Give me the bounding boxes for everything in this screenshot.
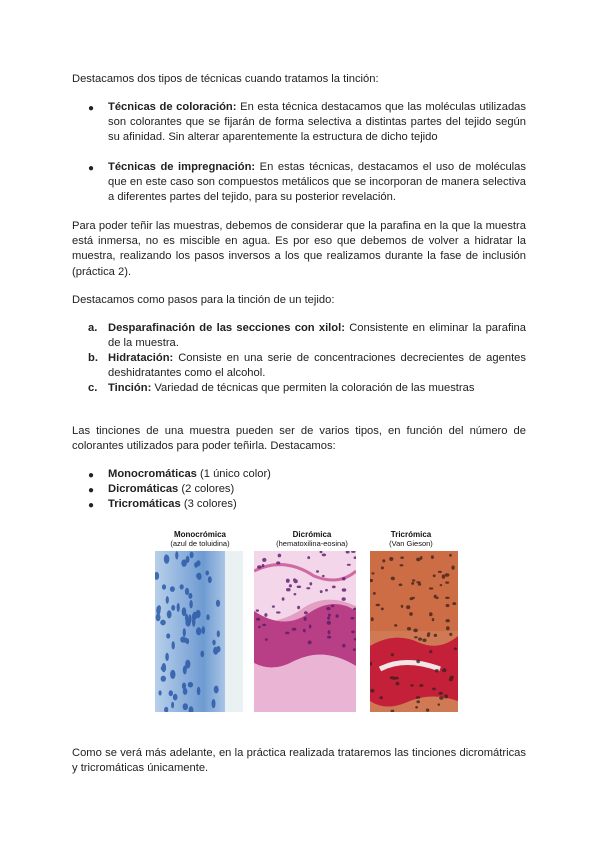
caption-dicromica: [262, 530, 362, 548]
caption-subtitle: (azul de toluidina): [170, 539, 230, 548]
bullet-icon: ●: [88, 470, 95, 481]
caption-subtitle: (Van Gieson): [389, 539, 433, 548]
closing-text: Como se verá más adelante, en la práctica realizada trataremos las tinciones dicromátricas y tricromáticas únicamente.: [72, 747, 526, 775]
type-text: (3 colores): [180, 498, 237, 510]
type-monocromaticas: [108, 467, 526, 482]
type-text: (2 colores): [178, 483, 235, 495]
type-title: Dicromáticas: [108, 483, 179, 495]
technique-text: En esta técnica destacamos que las moléculas utilizadas son colorantes que se fijarán de forma selectiva a distintas partes del tejido según su afinidad. Sin alterar aparentemente la estructura de dicho tejido: [108, 101, 526, 144]
technique-coloracion: [108, 100, 526, 146]
caption-title: Dicrómica: [292, 530, 332, 539]
caption-monocromica: [152, 530, 248, 548]
steps-intro: Destacamos como pasos para la tinción de un tejido:: [72, 294, 335, 306]
type-dicromaticas: [108, 482, 526, 497]
step-desparafinacion: [108, 321, 526, 351]
bullet-icon: ●: [88, 163, 95, 174]
type-text: (1 único color): [196, 468, 271, 480]
bullet-icon: ●: [88, 500, 95, 511]
bullet-icon: ●: [88, 103, 95, 114]
technique-title: Técnicas de coloración:: [108, 101, 237, 113]
step-hidratacion: [108, 351, 526, 381]
caption-subtitle: (hematoxilina-eosina): [276, 539, 348, 548]
technique-impregnacion: [108, 160, 526, 206]
caption-tricromica: [366, 530, 456, 548]
step-title: Desparafinación de las secciones con xilol:: [108, 322, 345, 334]
paragraph-tipos: Las tinciones de una muestra pueden ser de varios tipos, en función del número de colorantes utilizados para poder teñirla. Destacamos:: [72, 425, 526, 453]
technique-text: En estas técnicas, destacamos el uso de moléculas que en este caso son compuestos metálicos que se incorporan de manera selectiva a diferentes partes del tejido, para su posterior revelación.: [108, 161, 526, 204]
step-text: Variedad de técnicas que permiten la coloración de las muestras: [151, 382, 475, 394]
step-text: Consiste en una serie de concentraciones decrecientes de agentes deshidratantes como el alcohol.: [108, 352, 526, 380]
monochrome-tissue-image: [155, 551, 243, 712]
step-letter: a.: [88, 322, 98, 334]
step-letter: b.: [88, 352, 98, 364]
trichrome-tissue-image: [370, 551, 458, 712]
bullet-icon: ●: [88, 485, 95, 496]
step-title: Tinción:: [108, 382, 152, 394]
type-tricromaticas: [108, 497, 526, 512]
caption-title: Monocrómica: [173, 530, 226, 539]
technique-title: Técnicas de impregnación:: [108, 161, 256, 173]
caption-title: Tricrómica: [390, 530, 432, 539]
dichrome-tissue-image: [254, 551, 356, 712]
step-text: Consistente en eliminar la parafina de la muestra.: [108, 322, 527, 350]
step-tincion: [108, 381, 526, 396]
type-title: Tricromáticas: [108, 498, 181, 510]
intro-text: Destacamos dos tipos de técnicas cuando tratamos la tinción:: [72, 73, 379, 85]
step-letter: c.: [88, 382, 98, 394]
step-title: Hidratación:: [108, 352, 174, 364]
paragraph-parafina: Para poder teñir las muestras, debemos de considerar que la parafina en la que la muestra está inmersa, no es miscible en agua. Es por eso que debemos de volver a hidratar la muestra, realizando los pasos inversos a los que realizamos durante la fase de inclusión (práctica 2).: [72, 220, 526, 278]
type-title: Monocromáticas: [108, 468, 197, 480]
